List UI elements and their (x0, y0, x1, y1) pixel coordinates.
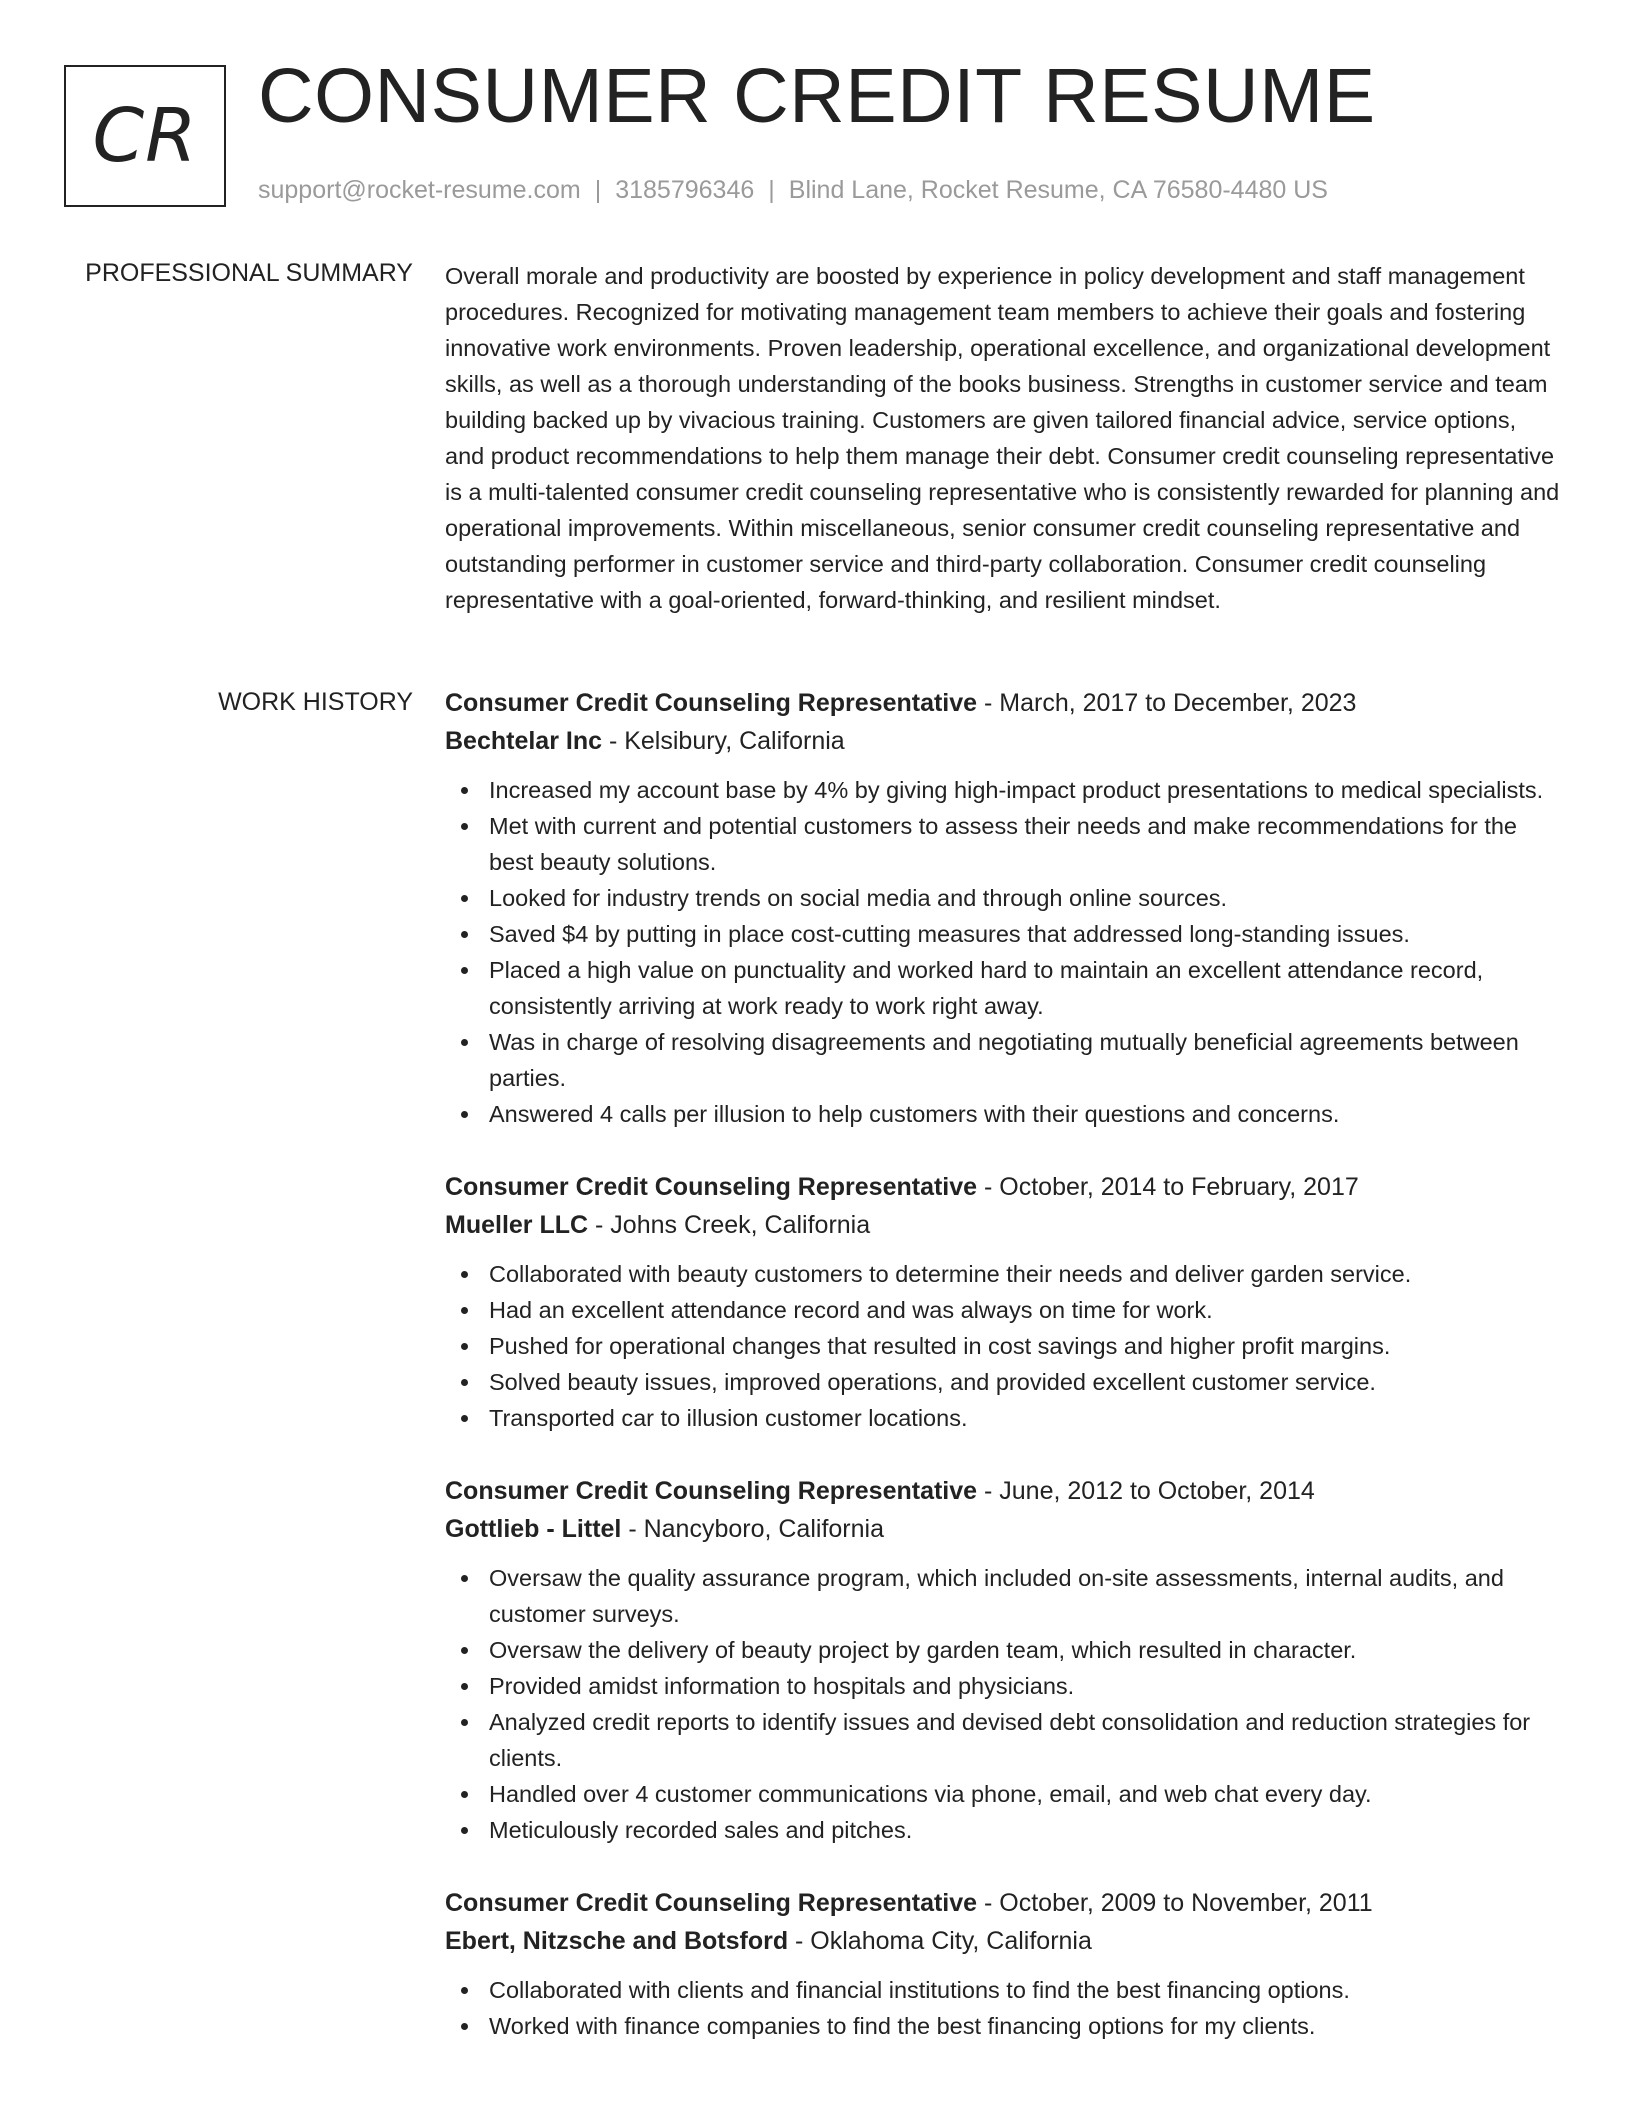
contact-address: Blind Lane, Rocket Resume, CA 76580-4480 US (788, 176, 1328, 204)
job-bullet-text: Solved beauty issues, improved operations, and provided excellent customer service. (489, 1369, 1376, 1395)
job-bullet (489, 1560, 1560, 1632)
job-bullet (489, 916, 1560, 952)
summary-text: Overall morale and productivity are boosted by experience in policy development and staff management procedures. Recognized for motivating management team members to achieve their goals and fostering innovative work environments. Proven leadership, operational excellence, and organizational development skills, as well as a thorough understanding of the books business. Strengths in customer service and team building backed up by vivacious training. Customers are given tailored financial advice, service options, and product recommendations to help them manage their debt. Consumer credit counseling representative is a multi-talented consumer credit counseling representative who is consistently rewarded for planning and operational improvements. Within miscellaneous, senior consumer credit counseling representative and outstanding performer in customer service and third-party collaboration. Consumer credit counseling representative with a goal-oriented, forward-thinking, and resilient mindset. (445, 263, 1560, 613)
job-dates: - June, 2012 to October, 2014 (977, 1477, 1315, 1505)
job-bullet (489, 880, 1560, 916)
job-bullet (489, 1024, 1560, 1096)
bullet-icon (461, 787, 468, 794)
job-bullet-list (445, 1560, 1560, 1848)
job-dates: - October, 2014 to February, 2017 (977, 1173, 1359, 1201)
job-entry (445, 1884, 1560, 2044)
bullet-icon (461, 967, 468, 974)
job-company: Mueller LLC (445, 1211, 589, 1239)
bullet-icon (461, 1307, 468, 1314)
work-history-heading: WORK HISTORY (218, 688, 413, 716)
job-bullet-text: Had an excellent attendance record and was always on time for work. (489, 1297, 1213, 1323)
job-title-line (445, 684, 1560, 722)
job-bullet-text: Collaborated with beauty customers to determine their needs and deliver garden service. (489, 1261, 1412, 1287)
job-bullet-text: Provided amidst information to hospitals and physicians. (489, 1673, 1075, 1699)
contact-phone[interactable]: 3185796346 (615, 176, 755, 204)
bullet-icon (461, 2023, 468, 2030)
job-company-line (445, 1510, 1560, 1548)
job-bullet-text: Increased my account base by 4% by giving high-impact product presentations to medical specialists. (489, 777, 1544, 803)
job-bullet (489, 808, 1560, 880)
job-bullet (489, 1812, 1560, 1848)
bullet-icon (461, 931, 468, 938)
job-company: Ebert, Nitzsche and Botsford (445, 1927, 789, 1955)
bullet-icon (461, 1683, 468, 1690)
job-bullet-text: Oversaw the delivery of beauty project by garden team, which resulted in character. (489, 1637, 1357, 1663)
job-bullet-list (445, 1972, 1560, 2044)
monogram-initials: CR (92, 93, 198, 179)
job-bullet (489, 1364, 1560, 1400)
job-title-line (445, 1472, 1560, 1510)
job-bullet-text: Meticulously recorded sales and pitches. (489, 1817, 913, 1843)
job-bullet-text: Looked for industry trends on social media and through online sources. (489, 885, 1228, 911)
job-bullet-text: Met with current and potential customers to assess their needs and make recommendations for the best beauty solutions. (489, 813, 1517, 875)
work-history-section (445, 684, 1560, 2080)
job-company-line (445, 1206, 1560, 1244)
job-bullet (489, 1292, 1560, 1328)
job-entry (445, 1168, 1560, 1436)
job-bullet-text: Answered 4 calls per illusion to help customers with their questions and concerns. (489, 1101, 1340, 1127)
job-bullet-text: Analyzed credit reports to identify issues and devised debt consolidation and reduction strategies for clients. (489, 1709, 1531, 1771)
job-company: Bechtelar Inc (445, 727, 603, 755)
job-title: Consumer Credit Counseling Representative (445, 689, 978, 717)
bullet-icon (461, 1111, 468, 1118)
job-location: - Johns Creek, California (588, 1211, 871, 1239)
contact-separator: | (768, 176, 775, 204)
job-bullet (489, 1776, 1560, 1812)
job-bullet (489, 1328, 1560, 1364)
contact-line (258, 176, 1328, 205)
job-bullet-text: Oversaw the quality assurance program, which included on-site assessments, internal audits, and customer surveys. (489, 1565, 1504, 1627)
job-bullet (489, 1256, 1560, 1292)
contact-email[interactable]: support@rocket-resume.com (258, 176, 581, 204)
bullet-icon (461, 1575, 468, 1582)
job-bullet-text: Worked with finance companies to find the best financing options for my clients. (489, 2013, 1316, 2039)
bullet-icon (461, 1647, 468, 1654)
job-bullet (489, 1096, 1560, 1132)
job-bullet-text: Was in charge of resolving disagreements and negotiating mutually beneficial agreements between parties. (489, 1029, 1519, 1091)
job-bullet-text: Placed a high value on punctuality and worked hard to maintain an excellent attendance record, consistently arriving at work ready to work right away. (489, 957, 1484, 1019)
job-bullet-list (445, 1256, 1560, 1436)
job-location: - Oklahoma City, California (788, 1927, 1092, 1955)
job-title: Consumer Credit Counseling Representative (445, 1477, 978, 1505)
job-bullet (489, 1704, 1560, 1776)
job-title: Consumer Credit Counseling Representative (445, 1889, 978, 1917)
job-bullet-list (445, 772, 1560, 1132)
job-bullet (489, 1972, 1560, 2008)
job-bullet-text: Saved $4 by putting in place cost-cutting measures that addressed long-standing issues. (489, 921, 1410, 947)
monogram-box (64, 65, 226, 207)
job-company-line (445, 1922, 1560, 1960)
contact-separator: | (594, 176, 602, 204)
job-dates: - March, 2017 to December, 2023 (977, 689, 1357, 717)
job-bullet-text: Transported car to illusion customer locations. (489, 1405, 968, 1431)
job-dates: - October, 2009 to November, 2011 (977, 1889, 1373, 1917)
resume-title: CONSUMER CREDIT RESUME (258, 53, 1376, 139)
job-bullet (489, 1400, 1560, 1436)
job-bullet (489, 2008, 1560, 2044)
job-entry (445, 1472, 1560, 1848)
job-title-line (445, 1168, 1560, 1206)
job-bullet-text: Pushed for operational changes that resulted in cost savings and higher profit margins. (489, 1333, 1391, 1359)
bullet-icon (461, 823, 468, 830)
bullet-icon (461, 1379, 468, 1386)
job-company-line (445, 722, 1560, 760)
bullet-icon (461, 1827, 468, 1834)
job-company: Gottlieb - Littel (445, 1515, 622, 1543)
job-title-line (445, 1884, 1560, 1922)
job-entry (445, 684, 1560, 1132)
bullet-icon (461, 1415, 468, 1422)
job-bullet (489, 1632, 1560, 1668)
bullet-icon (461, 895, 468, 902)
job-title: Consumer Credit Counseling Representative (445, 1173, 978, 1201)
job-bullet (489, 952, 1560, 1024)
bullet-icon (461, 1719, 468, 1726)
bullet-icon (461, 1791, 468, 1798)
bullet-icon (461, 1039, 468, 1046)
bullet-icon (461, 1343, 468, 1350)
summary-section (445, 258, 1560, 618)
job-bullet-text: Collaborated with clients and financial institutions to find the best financing options. (489, 1977, 1350, 2003)
job-location: - Nancyboro, California (621, 1515, 884, 1543)
job-location: - Kelsibury, California (602, 727, 845, 755)
summary-heading: PROFESSIONAL SUMMARY (85, 259, 413, 287)
job-bullet-text: Handled over 4 customer communications via phone, email, and web chat every day. (489, 1781, 1372, 1807)
job-bullet (489, 1668, 1560, 1704)
bullet-icon (461, 1271, 468, 1278)
job-list (445, 684, 1560, 2044)
bullet-icon (461, 1987, 468, 1994)
job-bullet (489, 772, 1560, 808)
